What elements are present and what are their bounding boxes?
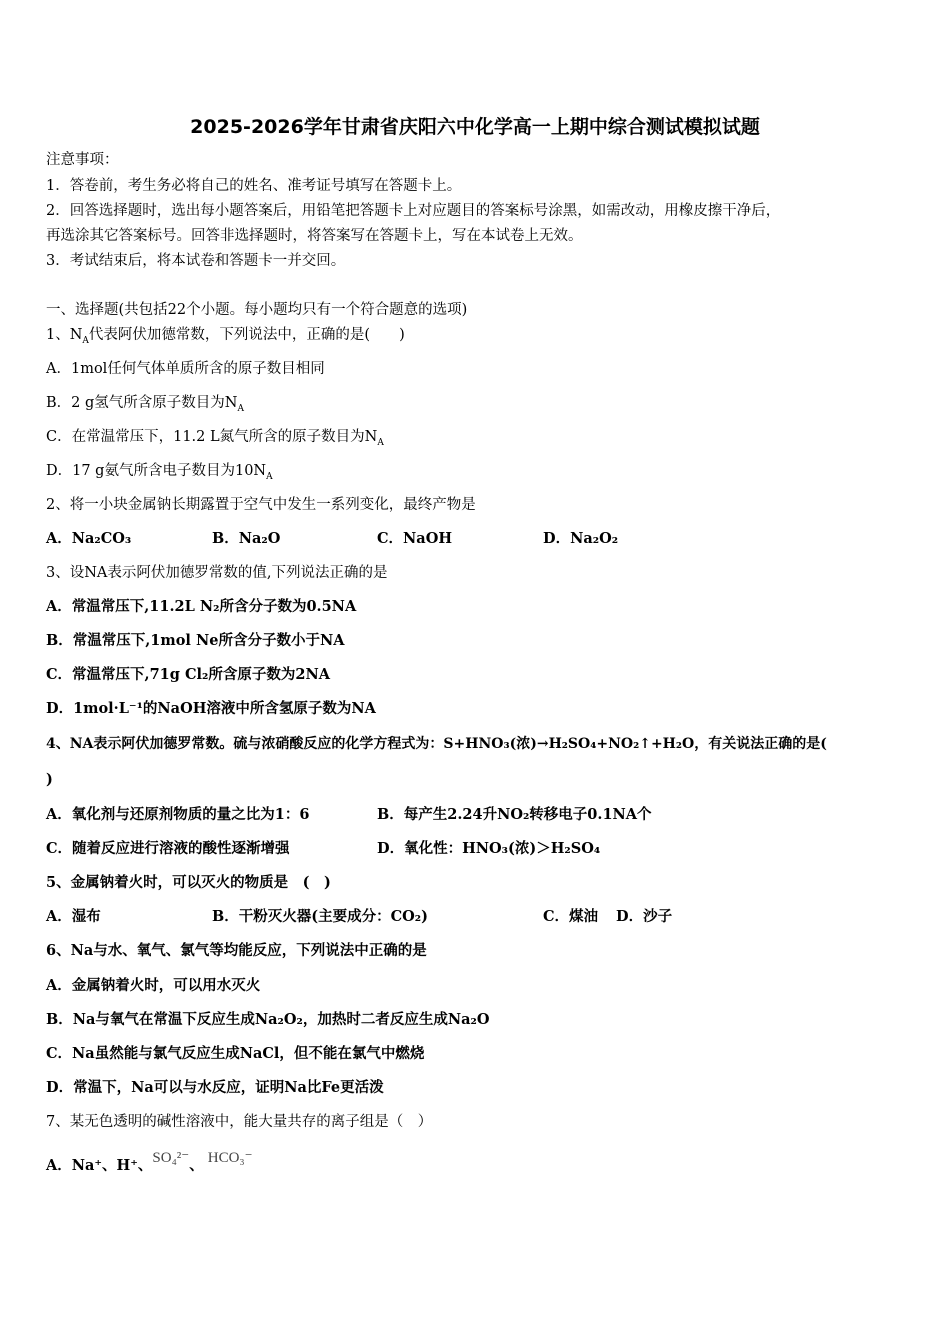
question-6-stem: 6、Na与水、氧气、氯气等均能反应，下列说法中正确的是 [46, 942, 427, 959]
question-4-stem-end: ) [46, 771, 53, 788]
question-1-option-b: B．2 g氢气所含原子数目为$N_A$ [46, 395, 244, 414]
question-6-option-c: C．Na虽然能与氯气反应生成NaCl，但不能在氯气中燃烧 [46, 1045, 425, 1062]
question-2-option-d: D．Na₂O₂ [543, 530, 619, 547]
question-5-option-c: C．煤油 [543, 908, 599, 925]
question-3-option-b: B．常温常压下,1mol Ne所含分子数小于NA [46, 632, 345, 649]
question-3-option-d: D．1mol·L⁻¹的NaOH溶液中所含氢原子数为NA [46, 700, 376, 717]
question-4-option-d: D．氧化性：HNO₃(浓)＞H₂SO₄ [377, 840, 601, 857]
question-4-option-c: C．随着反应进行溶液的酸性逐渐增强 [46, 840, 290, 857]
question-4-option-a: A．氧化剂与还原剂物质的量之比为1：6 [46, 806, 310, 823]
question-3-option-a: A．常温常压下,11.2L N₂所含分子数为0.5NA [46, 598, 357, 615]
question-5-stem: 5、金属钠着火时，可以灭火的物质是 ( ) [46, 874, 331, 891]
sulfate-ion-formula: SO₄²⁻ [152, 1150, 190, 1166]
question-7-option-a: A．Na⁺、H⁺、SO₄²⁻、 HCO₃⁻ [46, 1150, 253, 1174]
question-5-option-d: D．沙子 [616, 908, 673, 925]
question-1-option-a: A．1mol任何气体单质所含的原子数目相同 [46, 361, 325, 377]
question-6-option-a: A．金属钠着火时，可以用水灭火 [46, 977, 261, 994]
notice-item-2: 2．回答选择题时，选出每小题答案后，用铅笔把答题卡上对应题目的答案标号涂黑，如需改动，用橡皮擦干净后， [46, 203, 781, 219]
question-2-option-a: A．Na₂CO₃ [46, 530, 132, 547]
notice-heading: 注意事项： [46, 152, 119, 168]
notice-item-3: 3．考试结束后，将本试卷和答题卡一并交回。 [46, 253, 346, 269]
section-heading: 一、选择题(共包括22个小题。每小题均只有一个符合题意的选项) [46, 302, 468, 318]
question-6-option-d: D．常温下，Na可以与水反应，证明Na比Fe更活泼 [46, 1079, 384, 1096]
question-1-option-c: C．在常温常压下，11.2 L氮气所含的原子数目为$N_A$ [46, 429, 384, 448]
question-7-stem: 7、某无色透明的碱性溶液中，能大量共存的离子组是（ ） [46, 1114, 433, 1130]
notice-item-2-cont: 再选涂其它答案标号。回答非选择题时，将答案写在答题卡上，写在本试卷上无效。 [46, 228, 583, 244]
question-5-option-b: B．干粉灭火器(主要成分：CO₂) [212, 908, 428, 925]
question-6-option-b: B．Na与氧气在常温下反应生成Na₂O₂，加热时二者反应生成Na₂O [46, 1011, 490, 1028]
question-2-stem: 2、将一小块金属钠长期露置于空气中发生一系列变化，最终产物是 [46, 497, 476, 513]
question-1-option-d: D．17 g氨气所含电子数目为$10N_A$ [46, 463, 273, 482]
notice-item-1: 1．答卷前，考生务必将自己的姓名、准考证号填写在答题卡上。 [46, 178, 462, 194]
question-4-option-b: B．每产生2.24升NO₂转移电子0.1NA个 [377, 806, 652, 823]
question-2-option-c: C．NaOH [377, 530, 453, 547]
question-2-option-b: B．Na₂O [212, 530, 281, 547]
question-4-stem: 4、NA表示阿伏加德罗常数。硫与浓硝酸反应的化学方程式为：S+HNO₃(浓)→H₂SO₄+NO₂↑+H₂O，有关说法正确的是( [46, 736, 827, 752]
question-5-option-a: A．湿布 [46, 908, 101, 925]
question-3-stem: 3、设NA表示阿伏加德罗常数的值,下列说法正确的是 [46, 565, 388, 581]
question-3-option-c: C．常温常压下,71g Cl₂所含原子数为2NA [46, 666, 330, 683]
page-title: 2025-2026学年甘肃省庆阳六中化学高一上期中综合测试模拟试题 [190, 116, 760, 138]
bicarbonate-ion-formula: HCO₃⁻ [207, 1150, 253, 1166]
question-1-stem: 1、$N_A$代表阿伏加德常数，下列说法中，正确的是( ) [46, 327, 405, 346]
